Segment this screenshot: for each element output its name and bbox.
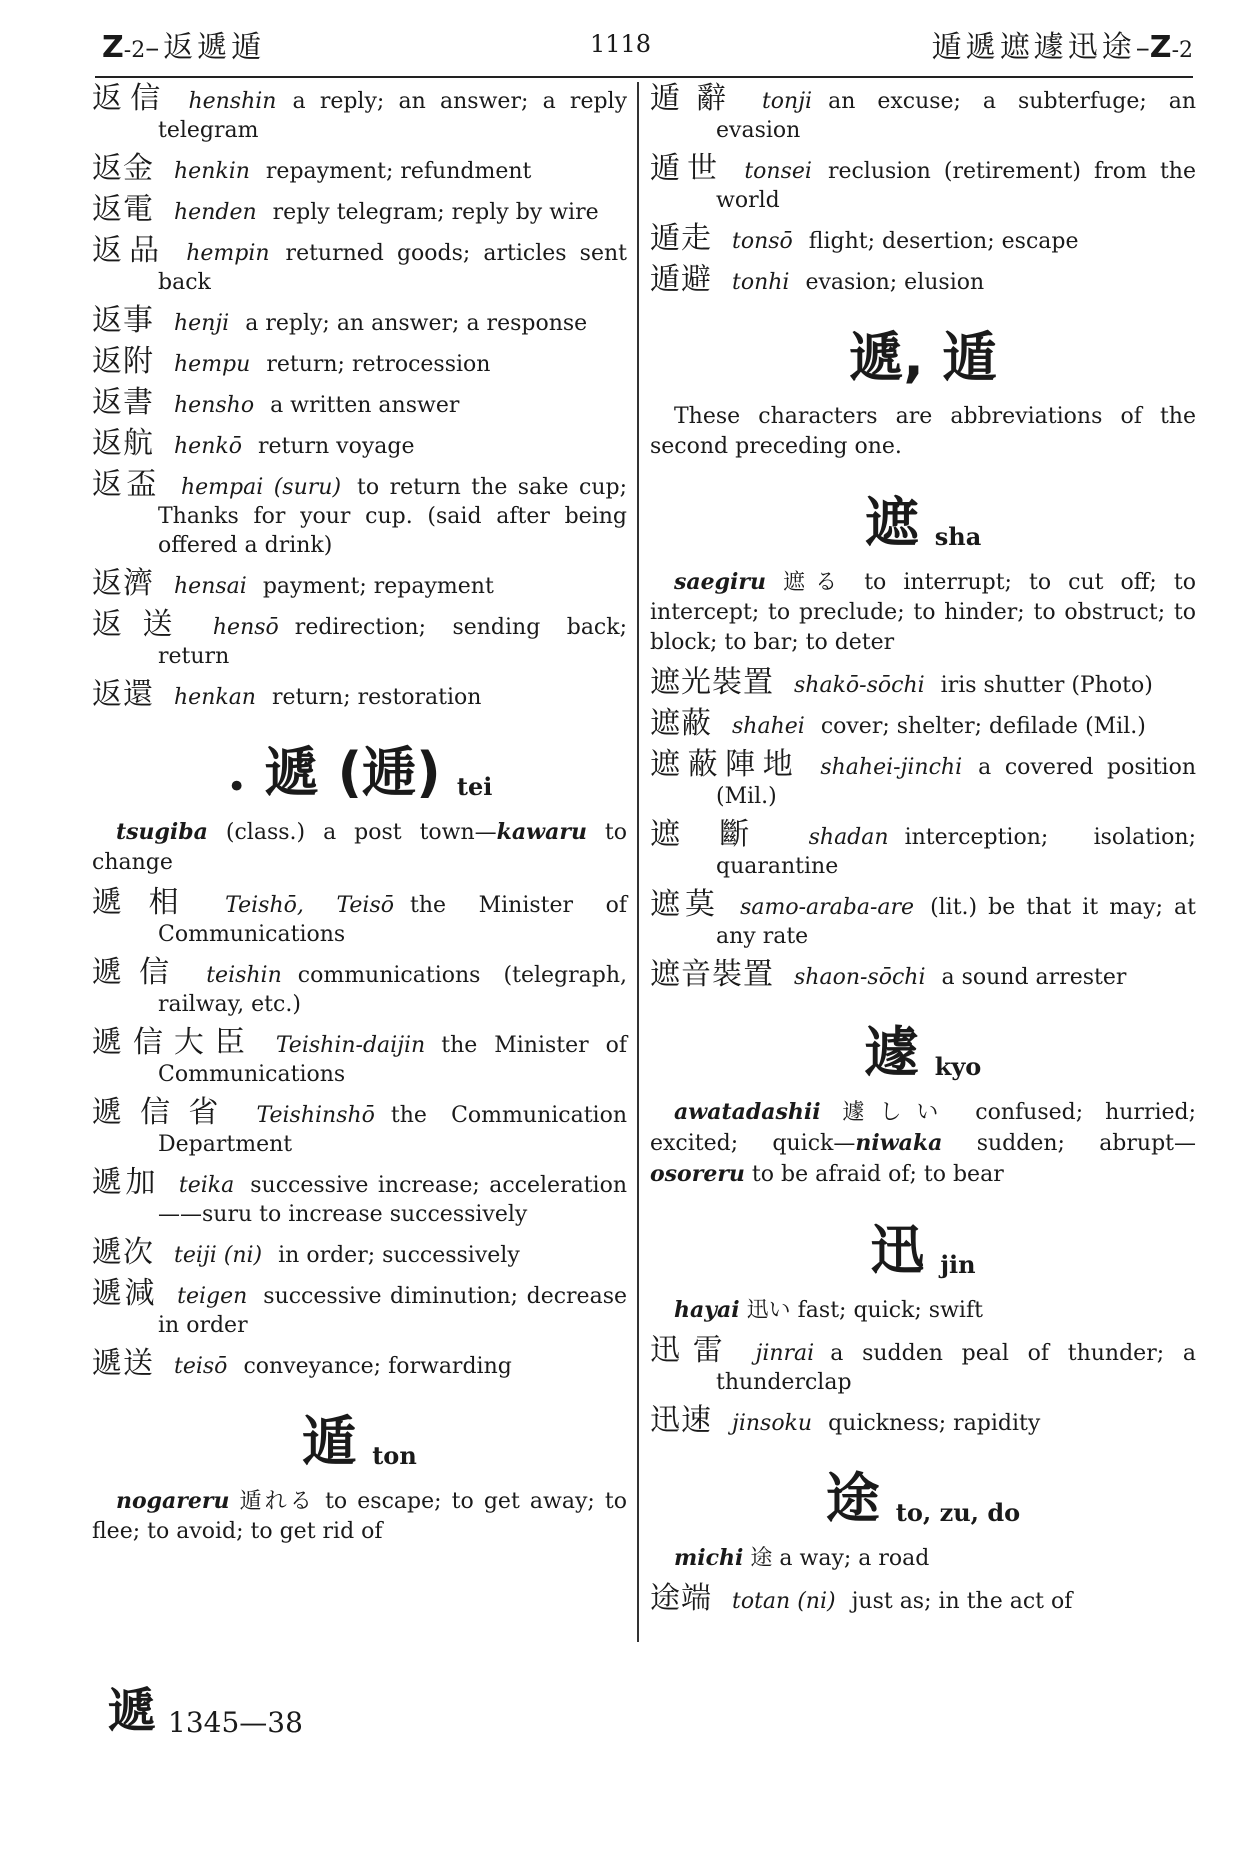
entry-definition: just as; in the act of — [851, 1589, 1073, 1614]
definition-text: sudden; abrupt— — [976, 1131, 1196, 1156]
entry-kanji: 返濟 — [92, 566, 154, 601]
headword-kanji: 遮 — [864, 491, 919, 554]
entry-romaji: hensō — [212, 615, 279, 640]
headword-kanji: 遞, 遁 — [849, 326, 997, 389]
entry-kanji: 迅速 — [650, 1403, 712, 1438]
entry-definition: successive diminution; decrease in order — [158, 1284, 627, 1338]
header-left-code: Z — [102, 30, 124, 65]
headword-abbreviations — [650, 315, 1196, 392]
entry-definition: the Minister of Communications — [158, 893, 627, 947]
entry — [650, 1333, 1196, 1397]
entry — [92, 151, 627, 186]
entry — [650, 706, 1196, 741]
entry-kanji: 遁世 — [650, 151, 725, 186]
headword-bullet: • — [226, 766, 247, 807]
definition-text: 遁れる to escape; to get away; to flee; to avoid; to get rid of — [92, 1489, 628, 1544]
entry-definition: returned goods; articles sent back — [158, 241, 628, 295]
entry-definition: repayment; refundment — [265, 159, 532, 184]
entry-romaji: tonhi — [732, 270, 790, 295]
entry-kanji: 返送 — [92, 607, 193, 642]
entry-definition: reply telegram; reply by wire — [272, 200, 599, 225]
entry-romaji: tonsei — [744, 159, 812, 184]
entry-list — [650, 1333, 1196, 1438]
entry-kanji: 途端 — [650, 1581, 712, 1616]
entry-list — [650, 81, 1197, 297]
entry — [92, 1165, 627, 1229]
entry-kanji: 返事 — [92, 303, 154, 338]
header-rule — [95, 76, 1193, 78]
entry — [650, 887, 1197, 951]
entry-romaji: hempai (suru) — [180, 475, 342, 500]
entry-kanji: 遞相 — [92, 885, 206, 920]
entry-kanji: 返品 — [92, 233, 167, 268]
entry-kanji: 返還 — [92, 677, 154, 712]
entry — [92, 81, 628, 145]
left-column — [92, 81, 628, 1557]
compound-reading: kawaru — [496, 819, 587, 845]
headword-reading: ton — [372, 1441, 417, 1470]
entry — [650, 81, 1197, 145]
entry-romaji: henkan — [174, 685, 256, 710]
entry-romaji: teisō — [174, 1354, 228, 1379]
entry-definition: conveyance; forwarding — [243, 1354, 512, 1379]
headword-kanji: 途 — [825, 1467, 880, 1530]
entry — [650, 665, 1196, 700]
entry-romaji: hensai — [174, 574, 247, 599]
headword-to — [650, 1456, 1196, 1533]
header-left: Z-2– 返遞遁 — [102, 30, 266, 65]
entry-definition: a sound arrester — [941, 965, 1127, 990]
entry-kanji: 遁辭 — [650, 81, 742, 116]
entry — [92, 303, 627, 338]
entry-definition: iris shutter (Photo) — [940, 673, 1153, 698]
entry-definition: interception; isolation; quarantine — [716, 825, 1196, 879]
entry-kanji: 遞信大臣 — [92, 1025, 256, 1060]
entry — [92, 1346, 627, 1381]
entry — [92, 385, 627, 420]
compound-reading: osoreru — [650, 1161, 745, 1187]
entry-romaji: teiji (ni) — [174, 1243, 263, 1268]
entry — [650, 747, 1196, 811]
entry-kanji: 遮音裝置 — [650, 957, 774, 992]
entry-kanji: 返信 — [92, 81, 169, 116]
entry-kanji: 遮斷 — [650, 817, 789, 852]
definition-text: to be afraid of; to bear — [751, 1162, 1004, 1187]
entry-definition: reclusion (retirement) from the world — [716, 159, 1196, 213]
headword-definition — [650, 567, 1196, 658]
footer-number: 1345—38 — [168, 1706, 303, 1739]
entry-romaji: tonji — [761, 89, 813, 114]
header-left-kanji: 返遞遁 — [163, 30, 266, 65]
entry-definition: the Minister of Communications — [158, 1033, 627, 1087]
entry-kanji: 遮光裝置 — [650, 665, 774, 700]
entry-romaji: hensho — [174, 393, 255, 418]
entry — [650, 221, 1196, 256]
entry-definition: a sudden peal of thunder; a thunderclap — [716, 1341, 1196, 1395]
entry — [650, 1581, 1196, 1616]
entry-definition: to return the sake cup; Thanks for your cup. (said after being offered a drink) — [158, 475, 628, 558]
headword-definition — [650, 1543, 1196, 1574]
definition-text: 途 a way; a road — [750, 1546, 930, 1571]
header-right-code: Z — [1149, 30, 1172, 65]
headword-sha — [650, 480, 1196, 557]
abbreviation-note: These characters are abbreviations of the second preceding one. — [650, 404, 1196, 459]
entry-definition: the Communication Department — [158, 1103, 627, 1157]
entry-list — [650, 665, 1197, 992]
entry-kanji: 遮莫 — [650, 887, 721, 922]
entry — [92, 344, 627, 379]
headword-kanji: 迅 — [870, 1219, 925, 1282]
header-right-kanji: 遁遞遮遽迅途 — [931, 30, 1136, 65]
headword-reading: sha — [934, 522, 982, 551]
entry — [92, 192, 627, 227]
entry — [92, 1276, 627, 1340]
entry-romaji: totan (ni) — [732, 1589, 836, 1614]
entry-kanji: 遮蔽 — [650, 706, 712, 741]
headword-reading: to, zu, do — [895, 1498, 1021, 1527]
entry-definition: a written answer — [270, 393, 460, 418]
entry-definition: redirection; sending back; return — [158, 615, 627, 669]
entry — [92, 677, 627, 712]
column-divider — [637, 82, 639, 1642]
entry-romaji: Teishin-daijin — [275, 1033, 426, 1058]
definition-text: to change — [92, 820, 627, 875]
entry-list — [92, 885, 627, 1381]
entry-kanji: 遁避 — [650, 262, 712, 297]
entry-romaji: hempu — [174, 352, 251, 377]
headword-kanji: 遞 (逓) — [264, 741, 441, 804]
entry-kanji: 遞次 — [92, 1235, 154, 1270]
entry — [92, 607, 627, 671]
entry-definition: cover; shelter; defilade (Mil.) — [820, 714, 1146, 739]
headword-definition — [92, 817, 627, 878]
headword-reading: tei — [456, 772, 493, 801]
right-column — [650, 81, 1197, 1625]
entry — [92, 955, 627, 1019]
entry-kanji: 返書 — [92, 385, 154, 420]
entry — [650, 262, 1196, 297]
entry-romaji: jinrai — [755, 1341, 815, 1366]
entry-kanji: 返盃 — [92, 467, 161, 502]
headword-reading: kyo — [934, 1052, 982, 1081]
entry-kanji: 遞送 — [92, 1346, 154, 1381]
entry — [92, 1025, 627, 1089]
headword-kanji: 遁 — [302, 1410, 357, 1473]
entry-romaji: henshin — [188, 89, 277, 114]
entry-romaji: henkin — [174, 159, 250, 184]
entry-romaji: tonsō — [732, 229, 793, 254]
entry — [92, 467, 628, 560]
entry-definition: a reply; an answer; a reply telegram — [158, 89, 628, 143]
entry-definition: evasion; elusion — [805, 270, 985, 295]
page-number: 1118 — [589, 30, 652, 58]
entry-kanji: 迅雷 — [650, 1333, 736, 1368]
entry-romaji: hempin — [186, 241, 270, 266]
entry-definition: flight; desertion; escape — [808, 229, 1079, 254]
entry — [92, 1235, 627, 1270]
headword-kun-reading: hayai — [674, 1297, 740, 1323]
entry-kanji: 返電 — [92, 192, 154, 227]
headword-jin — [650, 1208, 1196, 1285]
headword-ton — [92, 1399, 627, 1476]
entry — [92, 566, 627, 601]
entry-definition: payment; repayment — [262, 574, 494, 599]
definition-text: 迅い fast; quick; swift — [746, 1298, 983, 1323]
entry-kanji: 返航 — [92, 426, 154, 461]
entry-definition: a covered position (Mil.) — [716, 755, 1196, 809]
entry-definition: in order; successively — [278, 1243, 520, 1268]
entry — [92, 233, 628, 297]
entry-romaji: shadan — [808, 825, 889, 850]
entry-list — [92, 81, 628, 712]
entry-definition: (lit.) be that it may; at any rate — [716, 895, 1197, 949]
entry-definition: return; retrocession — [266, 352, 491, 377]
entry-definition: successive increase; acceleration——suru to increase successively — [158, 1173, 627, 1227]
entry-romaji: henden — [174, 200, 257, 225]
entry-romaji: henji — [174, 311, 230, 336]
entry-romaji: teishin — [206, 963, 282, 988]
entry-kanji: 遁走 — [650, 221, 712, 256]
entry-kanji: 遞信 — [92, 955, 187, 990]
headword-reading: jin — [940, 1250, 976, 1279]
header-left-code-num: -2 — [123, 38, 146, 63]
entry-romaji: teigen — [177, 1284, 248, 1309]
entry-definition: communications (telegraph, railway, etc.) — [158, 963, 627, 1017]
headword-definition — [650, 1295, 1196, 1326]
entry-romaji: shahei-jinchi — [820, 755, 963, 780]
entry-kanji: 遞加 — [92, 1165, 159, 1200]
headword-tei — [92, 730, 627, 807]
entry-romaji: jinsoku — [732, 1411, 813, 1436]
header-right-code-num: -2 — [1171, 38, 1193, 63]
headword-definition — [650, 1097, 1196, 1190]
entry-kanji: 遮蔽陣地 — [650, 747, 801, 782]
page-footer — [108, 1672, 303, 1741]
footer-kanji: 遞 — [108, 1683, 157, 1739]
entry-kanji: 返金 — [92, 151, 154, 186]
entry — [650, 957, 1196, 992]
headword-kanji: 遽 — [864, 1021, 919, 1084]
entry — [92, 1095, 627, 1159]
entry-romaji: Teishō, Teisō — [225, 893, 394, 918]
entry-kanji: 遞減 — [92, 1276, 158, 1311]
headword-kun-reading: michi — [674, 1545, 744, 1571]
entry-definition: return; restoration — [271, 685, 482, 710]
header-right: 遁遞遮遽迅途–Z-2 — [931, 30, 1193, 65]
entry-kanji: 返附 — [92, 344, 154, 379]
entry-romaji: Teishinshō — [256, 1103, 375, 1128]
definition-text: 遮る to interrupt; to cut off; to intercept; to preclude; to hinder; to obstruct; to block; to bar; to deter — [650, 570, 1196, 655]
headword-kun-reading: nogareru — [116, 1488, 230, 1514]
headword-kyo — [650, 1010, 1196, 1087]
entry-romaji: samo-araba-are — [740, 895, 915, 920]
entry-romaji: teika — [178, 1173, 235, 1198]
compound-reading: niwaka — [855, 1130, 943, 1156]
entry — [650, 1403, 1196, 1438]
entry-list — [650, 1581, 1196, 1616]
entry-romaji: henkō — [174, 434, 242, 459]
entry-definition: return voyage — [257, 434, 415, 459]
entry — [92, 426, 627, 461]
entry-romaji: shakō-sōchi — [794, 673, 925, 698]
entry-definition: a reply; an answer; a response — [245, 311, 588, 336]
headword-definition — [92, 1486, 627, 1547]
entry-kanji: 遞信省 — [92, 1095, 237, 1130]
headword-kun-reading: saegiru — [674, 569, 766, 595]
entry-definition: quickness; rapidity — [828, 1411, 1041, 1436]
definition-text: (class.) a post town— — [225, 820, 497, 845]
entry-romaji: shaon-sōchi — [794, 965, 926, 990]
headword-kun-reading: awatadashii — [674, 1099, 821, 1125]
entry — [92, 885, 627, 949]
entry — [650, 817, 1196, 881]
definition-text: 遽しい confused; hurried; excited; quick— — [650, 1100, 1196, 1156]
headword-kun-reading: tsugiba — [116, 819, 208, 845]
entry-romaji: shahei — [732, 714, 805, 739]
entry — [650, 151, 1196, 215]
entry-definition: an excuse; a subterfuge; an evasion — [716, 89, 1197, 143]
